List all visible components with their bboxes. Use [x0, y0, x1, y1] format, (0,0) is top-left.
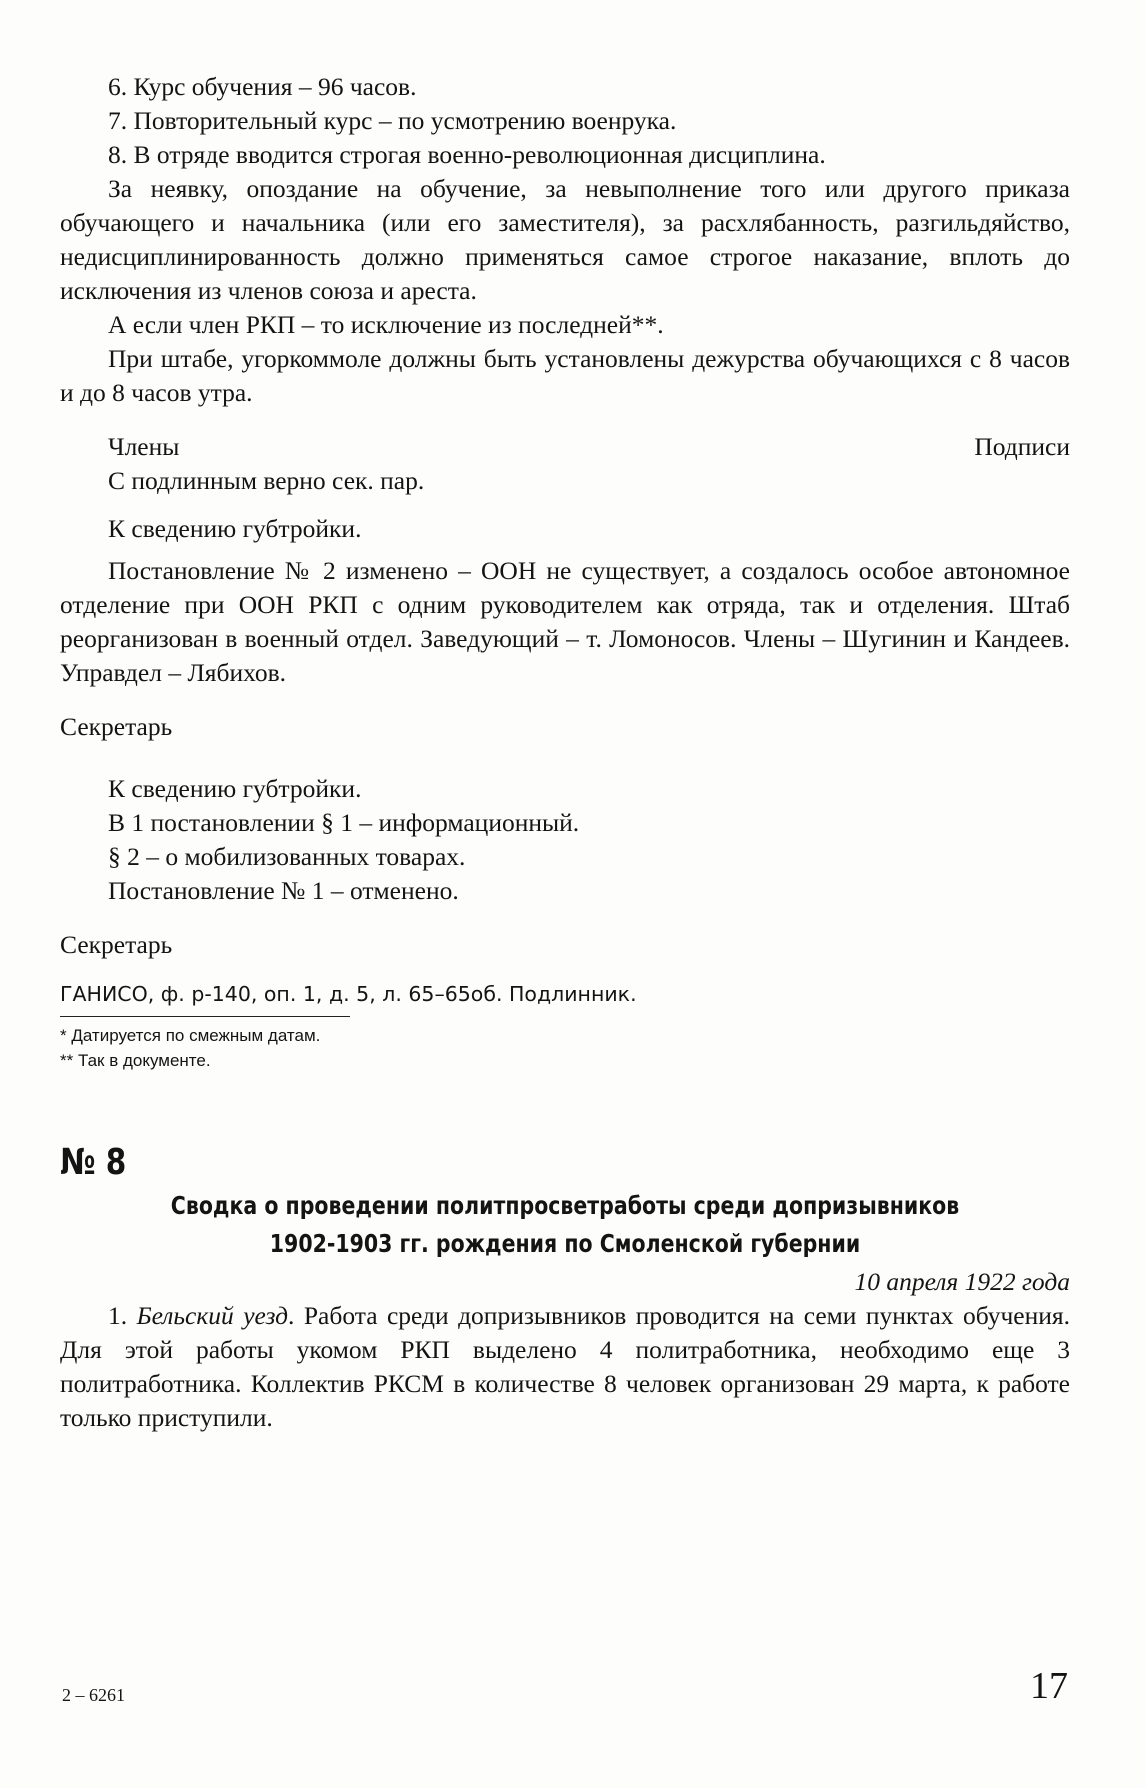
notice2-line1: В 1 постановлении § 1 – информационный. — [108, 808, 580, 837]
footnote-divider — [60, 1016, 350, 1017]
document-title-line2: 1902-1903 гг. рождения по Смоленской губернии — [269, 1229, 861, 1258]
notice1-heading: К сведению губтройки. — [108, 514, 362, 543]
duty-paragraph: При штабе, угоркоммоле должны быть установлены дежурства обучающихся с 8 часов и до 8 часов утра. — [60, 344, 1070, 407]
members-label: Члены — [108, 432, 180, 461]
notice2-line3: Постановление № 1 – отменено. — [108, 876, 459, 905]
list-item-8: 8. В отряде вводится строгая военно-революционная дисциплина. — [108, 140, 826, 169]
print-code: 2 – 6261 — [62, 1685, 125, 1705]
notice1-text: Постановление № 2 изменено – ООН не существует, а создалось особое автономное отделение при ООН РКП с одним руководителем как отряда, так и отделения. Штаб реорганизован в военный отдел. Заведующий – т. Ломоносов. Члены – Шугинин и Кандеев. Управдел – Лябихов. — [60, 556, 1070, 687]
footnote-2: ** Так в документе. — [60, 1051, 211, 1070]
document-title-line1: Сводка о проведении политпросветработы среди допризывников — [170, 1191, 960, 1220]
paragraph-text: . Работа среди допризывников проводится на семи пунктах обучения. Для этой работы укомом РКП выделено 4 политработника, необходимо еще 3 политработника. Коллектив РКСМ в количестве 8 человек организован 29 марта, к работе только приступили. — [60, 1301, 1070, 1432]
footnote-1: * Датируется по смежным датам. — [60, 1026, 321, 1045]
page-content — [60, 70, 1070, 1435]
document-number: № 8 — [60, 1142, 127, 1183]
list-item-7: 7. Повторительный курс – по усмотрению военрука. — [108, 106, 677, 135]
paragraph-lead: 1. — [108, 1301, 137, 1330]
discipline-paragraph: За неявку, опоздание на обучение, за невыполнение того или другого приказа обучающего и начальника (или его заместителя), за расхлябанность, разгильдяйство, недисциплинированность должно применяться самое строгое наказание, вплоть до исключения из членов союза и ареста. — [60, 174, 1070, 305]
rkp-paragraph: А если член РКП – то исключение из последней**. — [108, 310, 664, 339]
uezd-name: Бельский уезд — [136, 1301, 289, 1330]
certified-line: С подлинным верно сек. пар. — [108, 466, 425, 495]
notice2-heading: К сведению губтройки. — [108, 774, 362, 803]
list-item-6: 6. Курс обучения – 96 часов. — [108, 72, 417, 101]
document-date: 10 апреля 1922 года — [854, 1267, 1070, 1296]
signature-row — [60, 430, 1070, 464]
page-number: 17 — [1030, 1665, 1068, 1707]
signatures-label: Подписи — [974, 432, 1070, 461]
notice1-secretary: Секретарь — [60, 712, 173, 741]
archive-source: ГАНИСО, ф. р-140, оп. 1, д. 5, л. 65–65об. Подлинник. — [60, 982, 637, 1006]
notice2-line2: § 2 – о мобилизованных товарах. — [108, 842, 466, 871]
document-title — [151, 1187, 979, 1263]
document-paragraph-1 — [60, 1299, 1070, 1435]
notice2-secretary: Секретарь — [60, 930, 173, 959]
